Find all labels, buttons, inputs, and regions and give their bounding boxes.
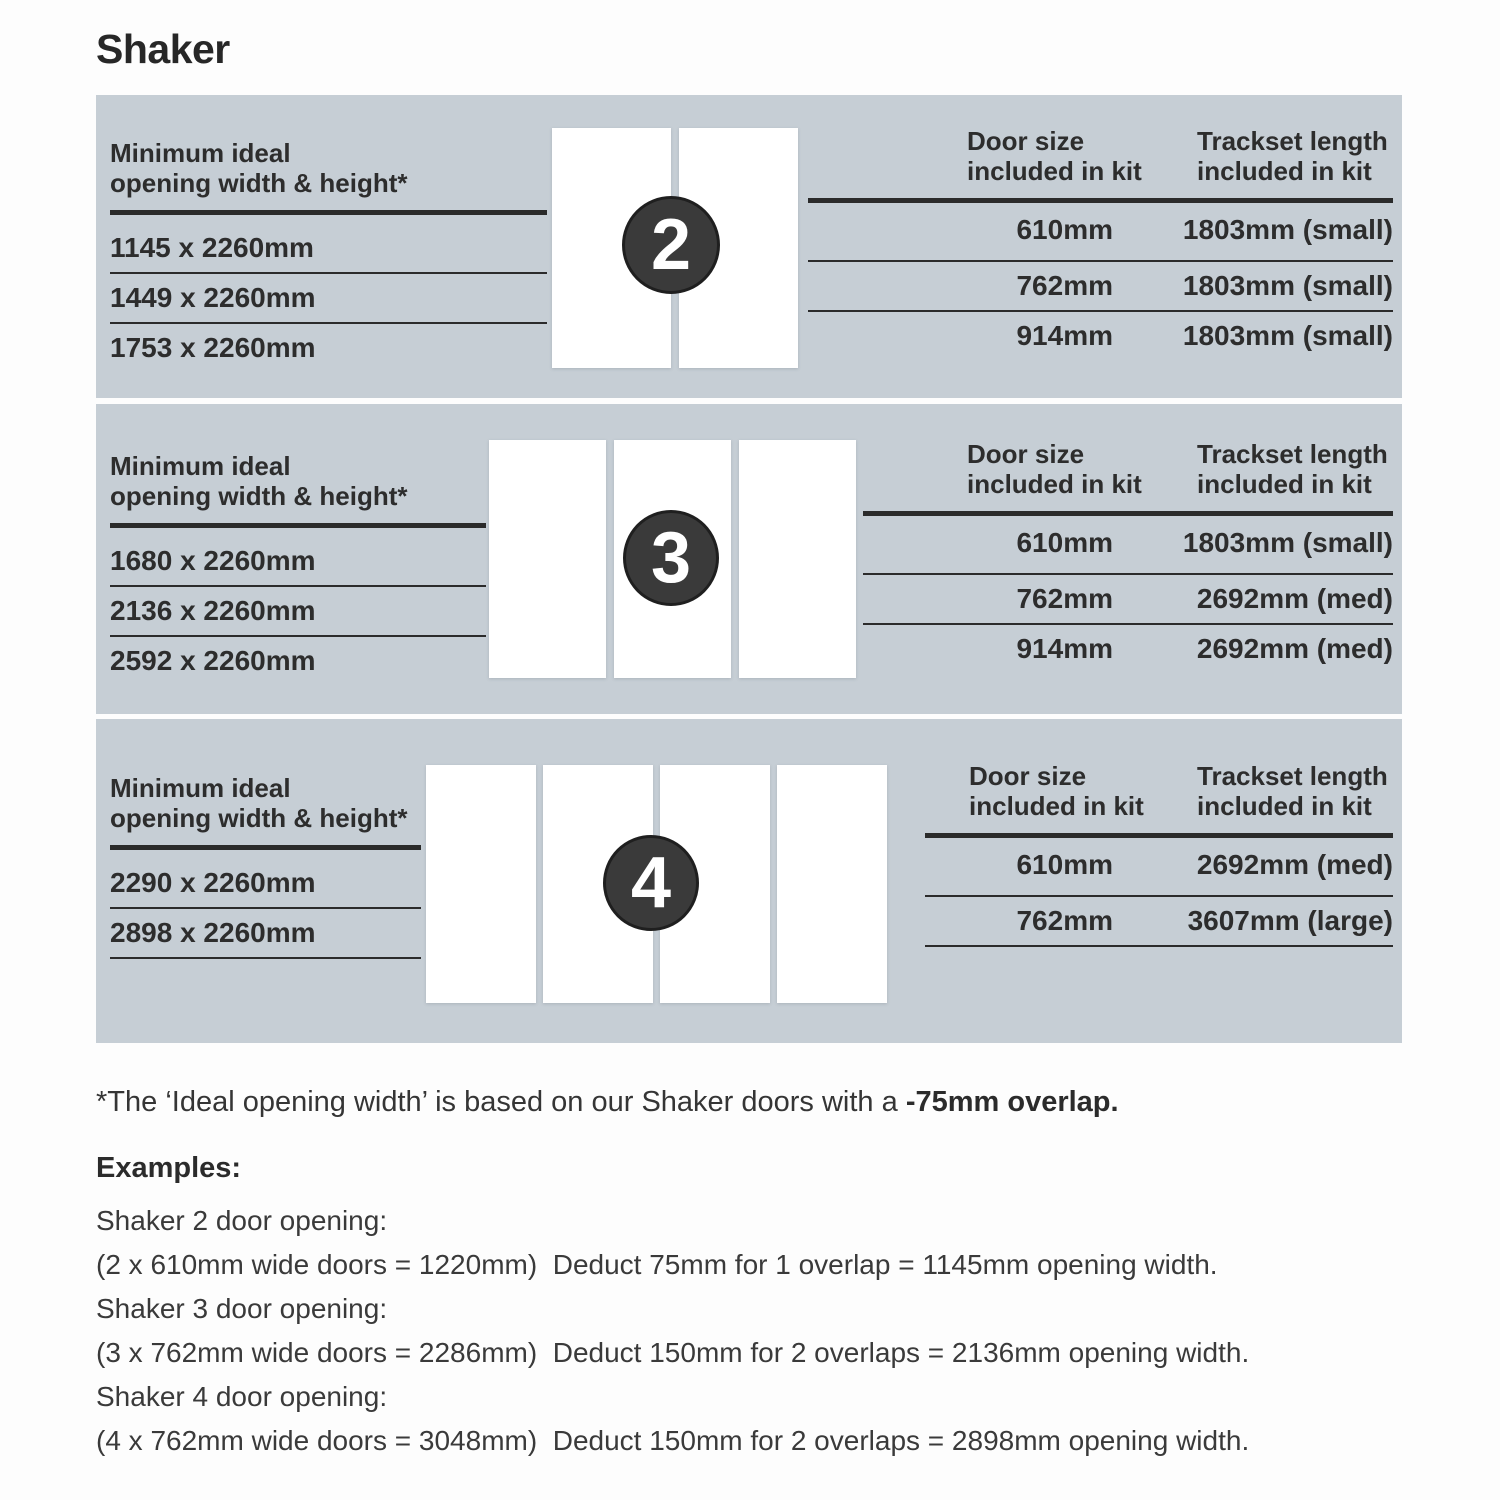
kit-table-header: [925, 719, 1393, 838]
door-size-value: 610mm: [1016, 527, 1113, 558]
opening-row: 1753 x 2260mm: [110, 332, 316, 363]
door-size-value: 762mm: [1016, 905, 1113, 936]
opening-row: 1449 x 2260mm: [110, 274, 547, 324]
trackset-header: Trackset length included in kit: [1197, 761, 1388, 821]
door-size-header: Door size included in kit: [967, 439, 1142, 499]
trackset-value: 1803mm (small): [1182, 214, 1393, 245]
kit-row: [925, 838, 1393, 897]
trackset-value: 1803mm (small): [1182, 270, 1393, 301]
kit-row: [808, 312, 1393, 360]
example-line: (2 x 610mm wide doors = 1220mm) Deduct 75mm for 1 overlap = 1145mm opening width.: [96, 1249, 1218, 1280]
kit-row: [863, 575, 1393, 625]
door-size-value: 914mm: [1016, 320, 1113, 351]
door-size-value: 762mm: [1016, 270, 1113, 301]
kit-row: [808, 262, 1393, 312]
door-icon: [489, 440, 606, 678]
opening-row: 2136 x 2260mm: [110, 587, 486, 637]
trackset-value: 2692mm (med): [1196, 849, 1393, 880]
kit-row: [863, 516, 1393, 575]
door-icon: [426, 765, 536, 1003]
examples-heading: Examples:: [96, 1152, 242, 1184]
trackset-header: Trackset length included in kit: [1197, 439, 1388, 499]
example-line: Shaker 2 door opening:: [96, 1205, 388, 1236]
kit-table-header: [808, 95, 1393, 203]
opening-size-table: [110, 404, 486, 685]
opening-row: 1145 x 2260mm: [110, 215, 547, 274]
opening-header-line1: Minimum ideal: [110, 451, 291, 481]
example-line: (3 x 762mm wide doors = 2286mm) Deduct 150mm for 2 overlaps = 2136mm opening width.: [96, 1337, 1250, 1368]
door-count-badge: 3: [623, 510, 719, 606]
trackset-value: 1803mm (small): [1182, 527, 1393, 558]
kit-row: [863, 625, 1393, 673]
opening-row: 1680 x 2260mm: [110, 528, 486, 587]
page-title: Shaker: [96, 26, 230, 72]
door-size-value: 610mm: [1016, 214, 1113, 245]
panel-4-door: [96, 719, 1402, 1043]
door-count-badge: 2: [622, 196, 720, 294]
trackset-value: 2692mm (med): [1196, 633, 1393, 664]
example-line: Shaker 4 door opening:: [96, 1381, 388, 1412]
door-count-badge: 4: [603, 835, 699, 931]
opening-header-line1: Minimum ideal: [110, 773, 291, 803]
kit-table: [925, 719, 1393, 947]
door-icon: [777, 765, 887, 1003]
door-size-header: Door size included in kit: [969, 761, 1144, 821]
door-size-value: 762mm: [1016, 583, 1113, 614]
footnote-text: *The ‘Ideal opening width’ is based on our Shaker doors with a: [96, 1086, 906, 1118]
opening-row: 2290 x 2260mm: [110, 850, 421, 909]
panel-2-door: [96, 95, 1402, 398]
opening-header-line1: Minimum ideal: [110, 138, 291, 168]
example-line: Shaker 3 door opening:: [96, 1293, 388, 1324]
opening-header-line2: opening width & height*: [110, 168, 408, 198]
examples-section: [96, 1152, 1249, 1463]
opening-table-header: [110, 95, 547, 215]
door-size-value: 914mm: [1016, 633, 1113, 664]
trackset-value: 2692mm (med): [1196, 583, 1393, 614]
opening-row: 2592 x 2260mm: [110, 645, 316, 676]
kit-row: [808, 203, 1393, 262]
trackset-value: 1803mm (small): [1182, 320, 1393, 351]
opening-size-table: [110, 719, 421, 959]
footnote-bold-text: -75mm overlap.: [905, 1086, 1119, 1118]
example-line: (4 x 762mm wide doors = 3048mm) Deduct 150mm for 2 overlaps = 2898mm opening width.: [96, 1425, 1250, 1456]
trackset-value: 3607mm (large): [1187, 905, 1393, 936]
door-size-value: 610mm: [1016, 849, 1113, 880]
panel-3-door: [96, 404, 1402, 714]
trackset-header: Trackset length included in kit: [1197, 126, 1388, 186]
door-icon: [739, 440, 856, 678]
opening-size-table: [110, 95, 547, 372]
kit-row: [925, 897, 1393, 947]
opening-header-line2: opening width & height*: [110, 803, 408, 833]
opening-table-header: [110, 719, 421, 850]
opening-header-line2: opening width & height*: [110, 481, 408, 511]
footnote: [96, 1086, 1119, 1119]
opening-table-header: [110, 404, 486, 528]
kit-table: [863, 404, 1393, 673]
kit-table-header: [863, 404, 1393, 516]
door-size-header: Door size included in kit: [967, 126, 1142, 186]
kit-table: [808, 95, 1393, 360]
opening-row: 2898 x 2260mm: [110, 909, 421, 959]
